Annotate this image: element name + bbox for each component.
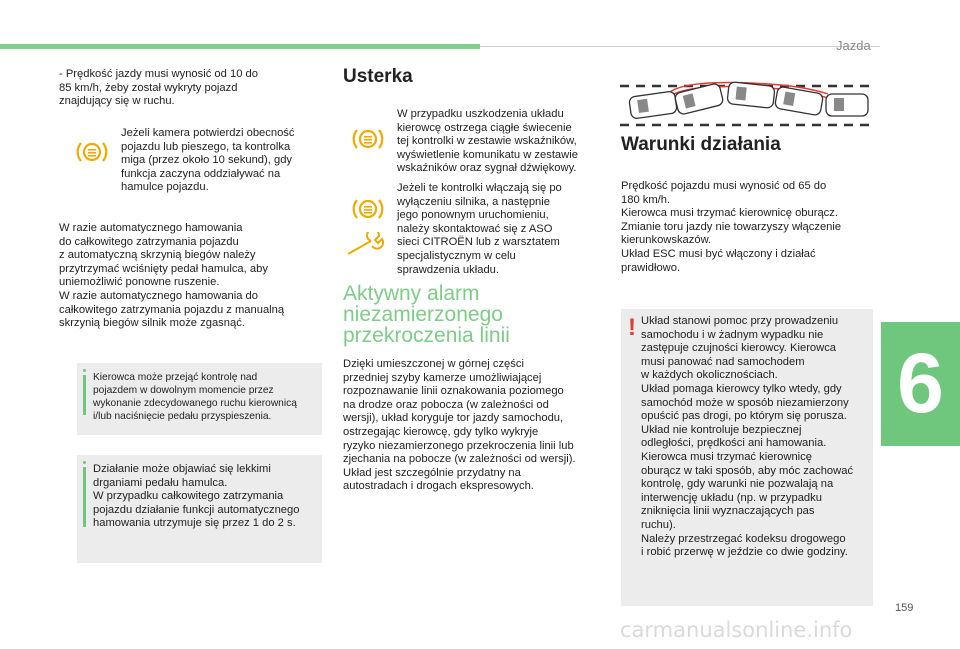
header-rule xyxy=(480,46,880,47)
brake-warning-icon xyxy=(350,195,386,228)
info-box-1-text: Kierowca może przejąć kontrolę nad pojazdem w dowolnym momencie przez wykonanie zdecydowanego ruchu kierownicą i/lub naciśnięcie pedału przyspieszenia. xyxy=(93,372,297,422)
heading-usterka: Usterka xyxy=(343,66,413,87)
heading-conditions: Warunki działania xyxy=(621,134,781,155)
info-icon xyxy=(83,461,86,553)
page-number: 159 xyxy=(895,602,914,614)
section-label: Jazda xyxy=(836,38,871,53)
warning-exclamation-icon: ! xyxy=(628,314,636,341)
brake-warning-icon xyxy=(350,125,386,158)
header-bar xyxy=(0,44,480,49)
warning-box xyxy=(621,309,873,606)
info-box-2 xyxy=(77,455,322,563)
wrench-icon xyxy=(345,232,387,263)
lane-alarm-paragraph: Dzięki umieszczonej w górnej części przedniej szyby kamerze umożliwiającej rozpoznawanie linii oznakowania poziomego na drodze oraz pobocza (w zależności od wersji), układ koryguje tor jazdy samochodu, ostrzegając kierowcę, gdy tylko wykryje ryzyko niezamierzonego przekroczenia linii lub zjechania na pobocze (w zależności od wersji). Układ jest szczególnie przydatny na autostradach i drogach ekspresowych. xyxy=(343,358,576,493)
fault-paragraph-1: W przypadku uszkodzenia układu kierowcę ostrzega ciągłe świecenie tej kontrolki w zestawie wskaźników, wyświetlenie komunikatu w zestawie wskaźników oraz sygnał dźwiękowy. xyxy=(397,108,578,175)
auto-brake-paragraph: W razie automatycznego hamowania do całkowitego zatrzymania pojazdu z automatyczną skrzynią biegów należy przytrzymać wciśnięty pedał hamulca, aby uniemożliwić ponowne ruszenie. W razie automatycznego hamowania do całkowitego zatrzymania pojazdu z manualną skrzynią biegów silnik może zgasnąć. xyxy=(59,222,285,330)
lane-departure-illustration xyxy=(618,76,872,137)
fault-paragraph-2: Jeżeli te kontrolki włączają się po wyłączeniu silnika, a następnie jego ponownym uruchomieniu, należy skontaktować się z ASO sieci CITROËN lub z warsztatem specjalistycznym w celu sprawdzenia układu. xyxy=(397,182,562,276)
heading-lane-alarm: Aktywny alarm niezamierzonego przekroczenia linii xyxy=(343,282,510,347)
info-box-2-text: Działanie może objawiać się lekkimi drganiami pedału hamulca. W przypadku całkowitego zatrzymania pojazdu działanie funkcji automatycznego hamowania utrzymuje się przez 1 do 2 s. xyxy=(93,463,300,530)
chapter-number: 6 xyxy=(897,336,944,430)
warning-text: Układ stanowi pomoc przy prowadzeniu samochodu i w żadnym wypadku nie zastępuje czujności kierowcy. Kierowca musi panować nad samochodem w każdych okolicznościach. Układ pomaga kierowcy tylko wtedy, gdy samochód może w sposób niezamierzony opuścić pas drogi, po którym się porusza. Układ nie kontroluje bezpiecznej odległości, prędkości ani hamowania. Kierowca musi trzymać kierownicę oburącz w taki sposób, aby móc zachować kontrolę, gdy warunki nie pozwalają na interwencję układu (np. w przypadku zniknięcia linii wyznaczających pas ruchu). Należy przestrzegać kodeksu drogowego i robić przerwę w jeździe co dwie godziny. xyxy=(641,315,854,559)
speed-bullet: - Prędkość jazdy musi wynosić od 10 do 85 km/h, żeby został wykryty pojazd znajdujący się w ruchu. xyxy=(59,68,258,108)
brake-warning-icon xyxy=(74,138,110,171)
conditions-paragraph: Prędkość pojazdu musi wynosić od 65 do 180 km/h. Kierowca musi trzymać kierownicę oburącz. Zmianie toru jazdy nie towarzyszy włączenie kierunkowskazów. Układ ESC musi być włączony i działać prawidłowo. xyxy=(621,180,842,274)
icon-description: Jeżeli kamera potwierdzi obecność pojazdu lub pieszego, ta kontrolka miga (przez około 10 sekund), gdy funkcja zaczyna oddziaływać na hamulce pojazdu. xyxy=(121,127,295,194)
info-icon xyxy=(83,369,86,425)
info-box-1 xyxy=(77,363,322,435)
watermark: carmanualsonline.info xyxy=(620,618,853,642)
